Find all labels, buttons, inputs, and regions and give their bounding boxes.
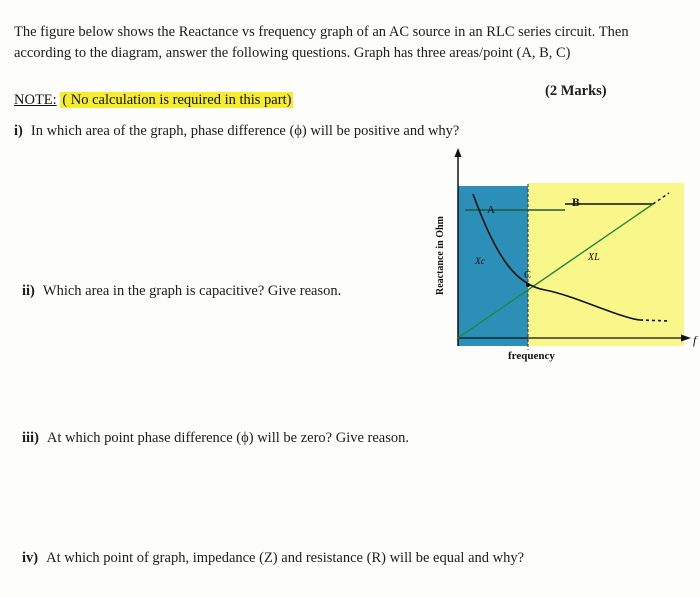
question-3-number: iii)	[22, 430, 39, 446]
label-c: C	[524, 270, 532, 281]
question-1	[14, 123, 459, 140]
question-2	[22, 283, 341, 300]
y-axis-arrow	[455, 148, 462, 157]
question-1-text: In which area of the graph, phase difference (ϕ) will be positive and why?	[30, 123, 460, 139]
note-label: NOTE:	[14, 92, 57, 108]
x-axis-symbol: f	[693, 333, 697, 347]
question-4	[22, 550, 524, 567]
label-xl: XL	[588, 252, 600, 263]
label-b: B	[572, 197, 580, 209]
reactance-frequency-graph	[425, 140, 700, 375]
question-2-number: ii)	[22, 283, 35, 299]
question-1-number: i)	[14, 123, 23, 139]
label-a: A	[487, 204, 495, 216]
note-text: ( No calculation is required in this part)	[62, 92, 292, 108]
point-c-marker	[526, 283, 530, 287]
question-2-text: Which area in the graph is capacitive? Give reason.	[42, 283, 342, 299]
question-3	[22, 430, 409, 447]
question-4-text: At which point of graph, impedance (Z) and resistance (R) will be equal and why?	[46, 550, 525, 566]
question-4-number: iv)	[22, 550, 39, 566]
right-area-region	[528, 183, 684, 346]
label-xc: Xc	[475, 257, 486, 267]
x-axis-arrow	[681, 335, 691, 342]
intro-paragraph: The figure below shows the Reactance vs frequency graph of an AC source in an RLC series circuit. Then according to the diagram, answer the following questions. Graph has three areas/point (A, B, C)	[14, 24, 629, 61]
question-3-text: At which point phase difference (ϕ) will be zero? Give reason.	[46, 430, 409, 446]
note-line	[14, 92, 293, 109]
marks-label: (2 Marks)	[545, 83, 607, 99]
y-axis-label: Reactance in Ohm	[435, 216, 446, 295]
x-axis-label: frequency	[508, 350, 555, 362]
